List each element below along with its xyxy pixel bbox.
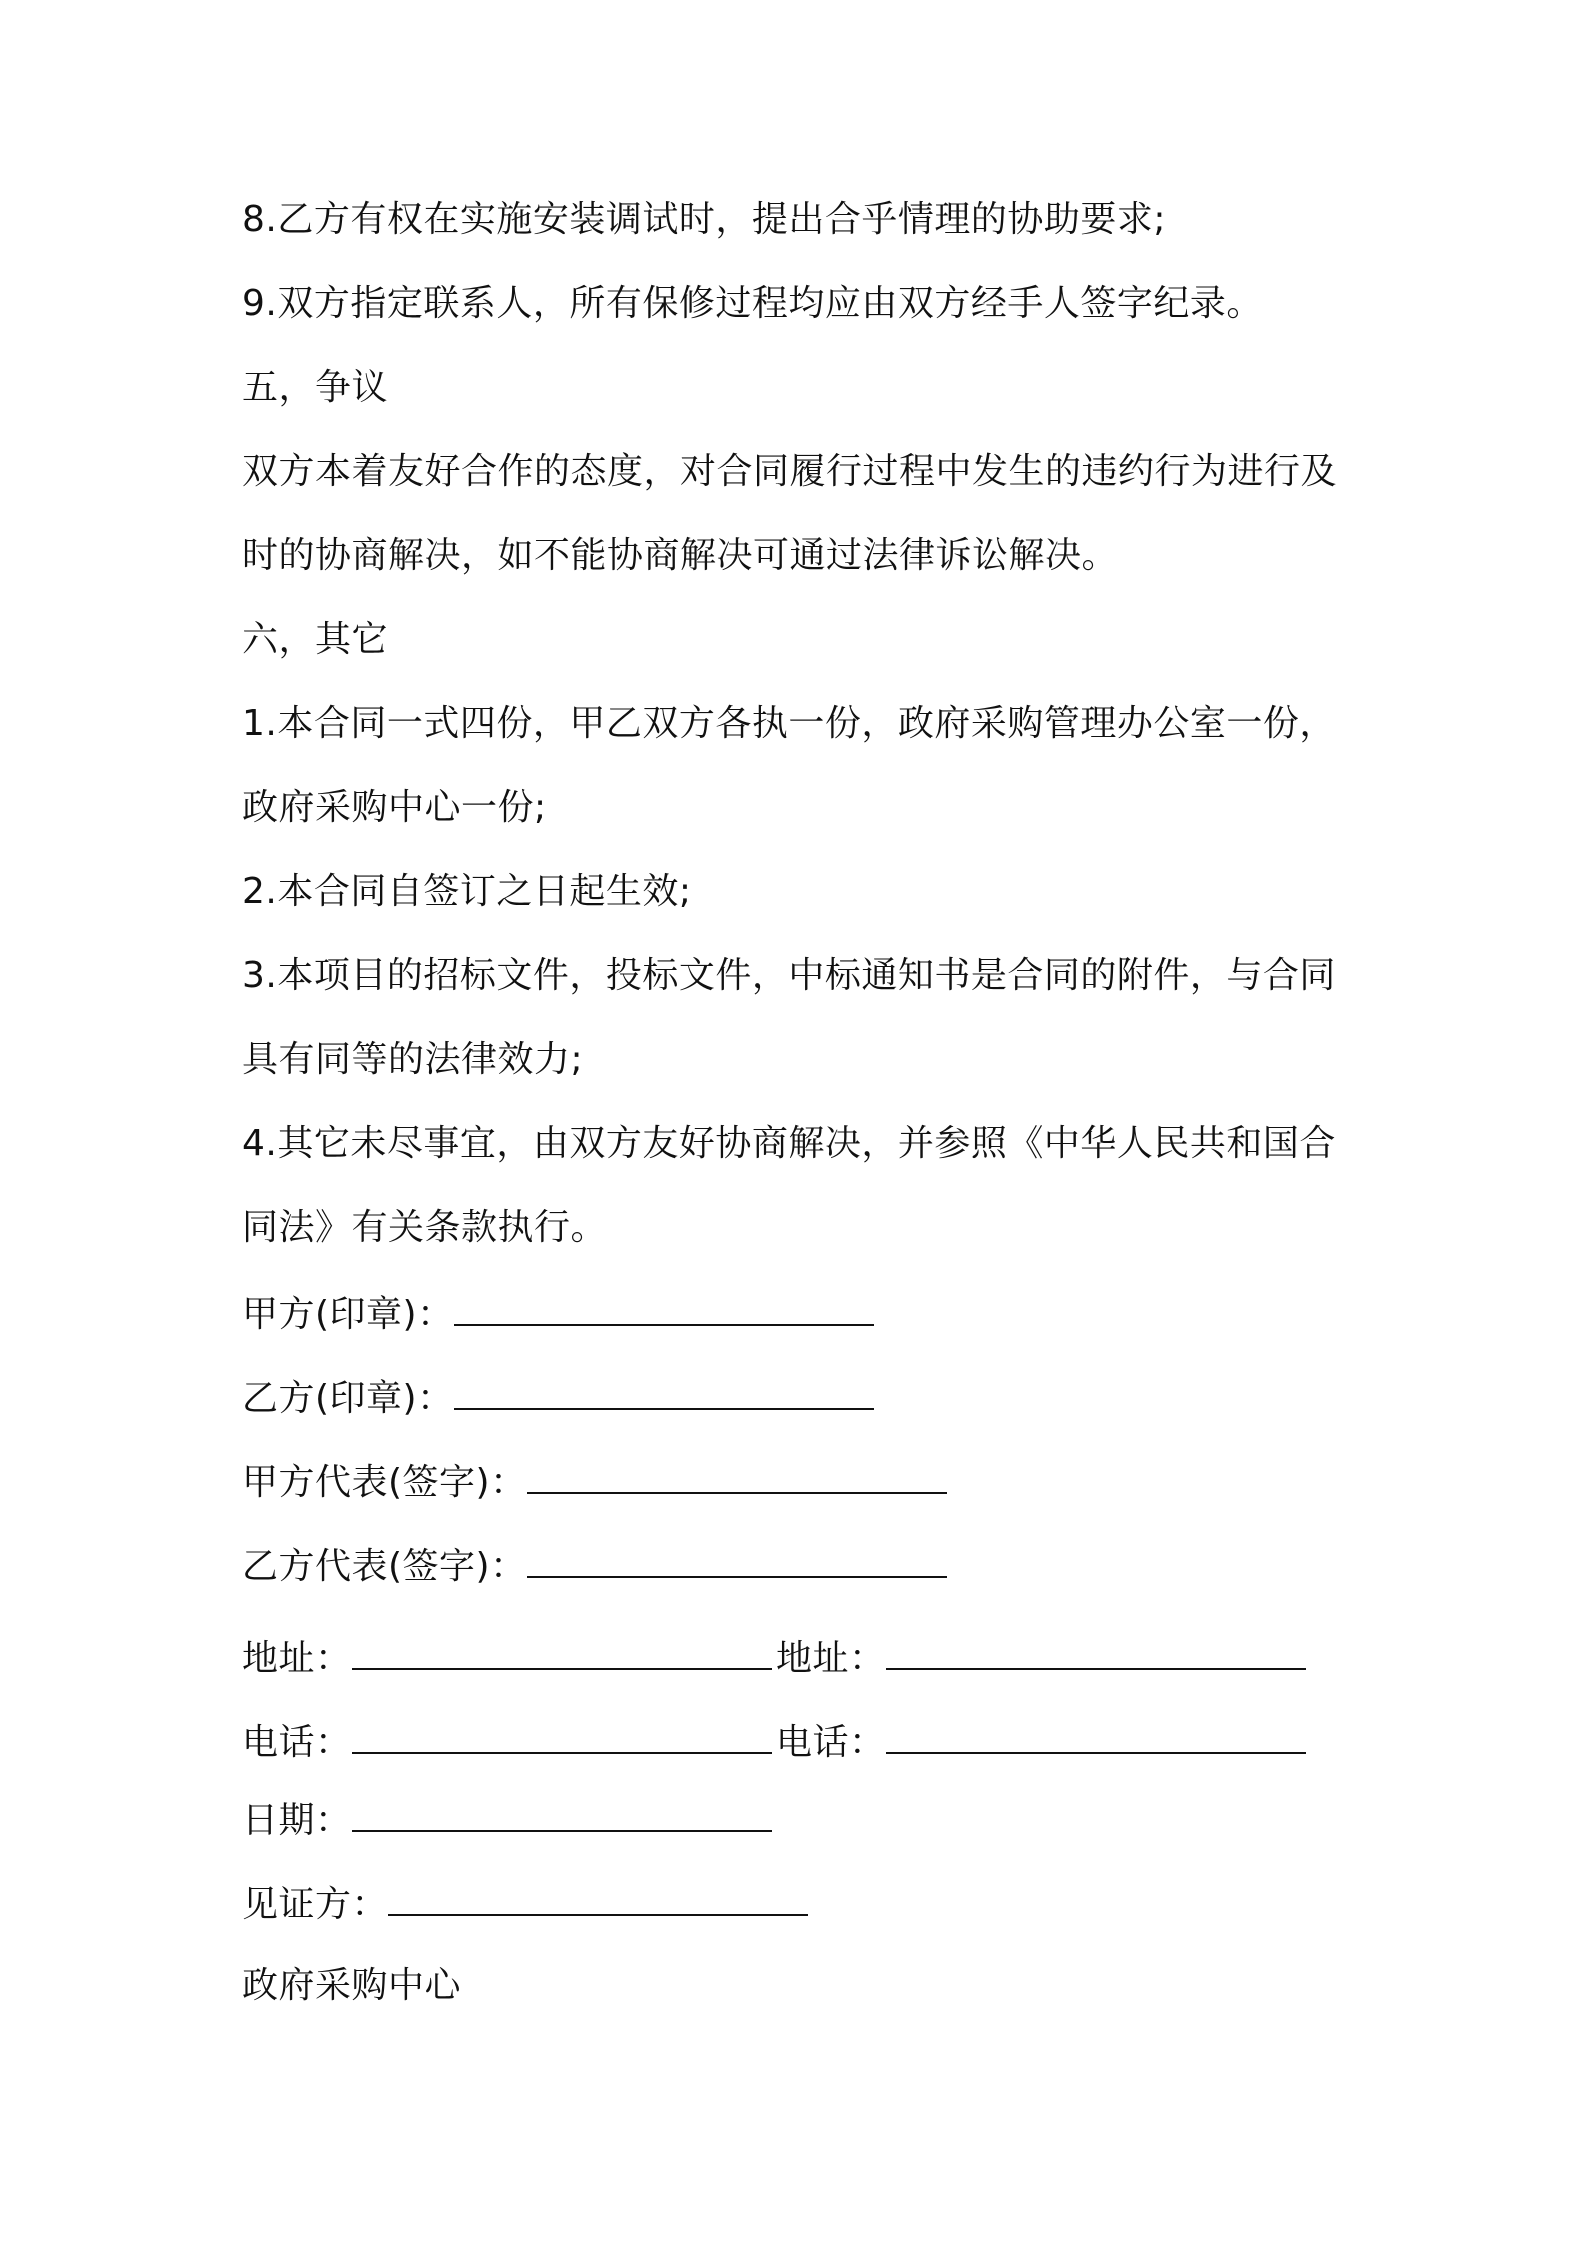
party-a-seal-field [242,1290,874,1337]
paragraph-9: 9.双方指定联系人，所有保修过程均应由双方经手人签字纪录。 [242,283,1263,324]
dispute-text-line-2: 时的协商解决，如不能协商解决可通过法律诉讼解决。 [242,535,1119,576]
other-item-4-line-1: 4.其它未尽事宜，由双方友好协商解决，并参照《中华人民共和国合 [242,1123,1336,1164]
party-b-seal-label: 乙方(印章)： [242,1378,454,1419]
party-b-rep-blank[interactable] [527,1542,947,1578]
party-a-rep-blank[interactable] [527,1458,947,1494]
party-a-rep-label: 甲方代表(签字)： [242,1462,527,1503]
phone-a-label: 电话： [242,1722,352,1763]
party-a-rep-field [242,1458,947,1505]
phone-a-blank[interactable] [352,1718,772,1754]
address-a-field [242,1634,772,1681]
section-heading-dispute: 五，争议 [242,367,389,408]
witness-field [242,1880,808,1927]
party-b-rep-label: 乙方代表(签字)： [242,1546,527,1587]
address-a-label: 地址： [242,1638,352,1679]
witness-label: 见证方： [242,1884,389,1925]
other-item-3-line-1: 3.本项目的招标文件，投标文件，中标通知书是合同的附件，与合同 [242,955,1336,996]
footer-org-name: 政府采购中心 [242,1965,462,2006]
party-a-seal-blank[interactable] [454,1290,874,1326]
other-item-1-line-2: 政府采购中心一份; [242,787,547,828]
other-item-3-line-2: 具有同等的法律效力; [242,1039,584,1080]
phone-b-label: 电话： [776,1722,886,1763]
other-item-2: 2.本合同自签订之日起生效; [242,871,692,912]
date-label: 日期： [242,1800,352,1841]
address-b-label: 地址： [776,1638,886,1679]
witness-blank[interactable] [388,1880,808,1916]
phone-b-blank[interactable] [886,1718,1306,1754]
party-b-seal-blank[interactable] [454,1374,874,1410]
section-heading-other: 六，其它 [242,619,389,660]
address-a-blank[interactable] [352,1634,772,1670]
phone-a-field [242,1718,772,1765]
dispute-text-line-1: 双方本着友好合作的态度，对合同履行过程中发生的违约行为进行及 [242,451,1338,492]
address-b-field [776,1634,1306,1681]
date-blank[interactable] [352,1796,772,1832]
party-a-seal-label: 甲方(印章)： [242,1294,454,1335]
party-b-rep-field [242,1542,947,1589]
party-b-seal-field [242,1374,874,1421]
paragraph-8: 8.乙方有权在实施安装调试时，提出合乎情理的协助要求; [242,199,1166,240]
other-item-1-line-1: 1.本合同一式四份，甲乙双方各执一份，政府采购管理办公室一份， [242,703,1336,744]
date-field [242,1796,772,1843]
phone-b-field [776,1718,1306,1765]
other-item-4-line-2: 同法》有关条款执行。 [242,1207,608,1248]
address-b-blank[interactable] [886,1634,1306,1670]
